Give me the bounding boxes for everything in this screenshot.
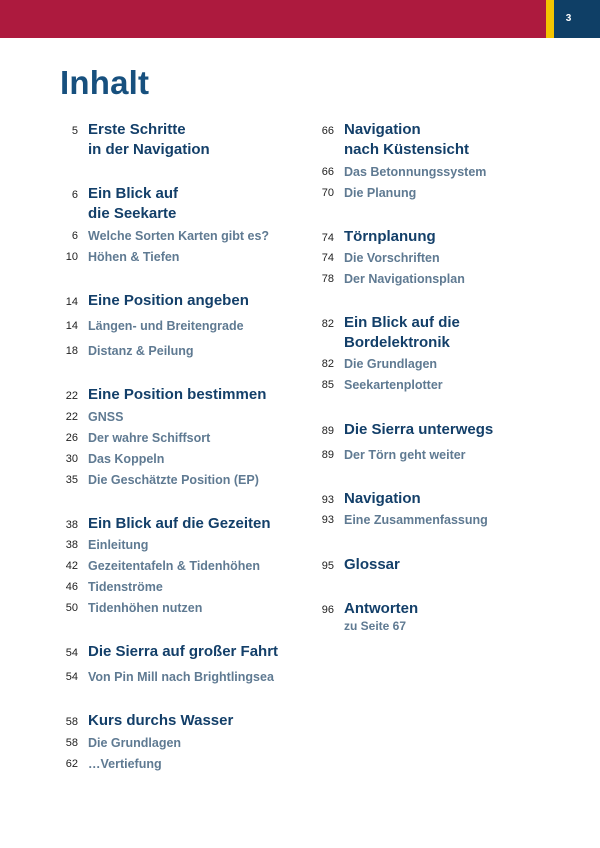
toc-chapter-title-line: Die Sierra unterwegs [344, 421, 494, 438]
toc-section [65, 669, 358, 685]
toc-section [321, 250, 600, 266]
toc-section [65, 756, 358, 772]
toc-chapter-title-line: Eine Position bestimmen [88, 386, 267, 403]
toc-chapter-title [344, 313, 600, 353]
toc-section-title: Die Vorschriften [344, 251, 440, 265]
toc-section [321, 512, 600, 528]
toc-section [65, 472, 358, 488]
toc-chapter-title-line: in der Navigation [88, 141, 210, 158]
toc-chapter [321, 120, 600, 160]
toc-section-title: Längen- und Breitengrade [88, 319, 244, 333]
toc-chapter-title-line: Ein Blick auf [88, 185, 179, 202]
toc-page-number: 70 [321, 187, 334, 199]
toc-chapter-title [344, 555, 600, 575]
toc-page-number: 78 [321, 273, 334, 285]
toc-page-number: 66 [321, 125, 334, 137]
toc-chapter [321, 489, 600, 509]
toc-section-title: Das Betonnungssystem [344, 165, 487, 179]
toc-chapter-title-line: Die Sierra auf großer Fahrt [88, 643, 279, 660]
toc-section-title: Welche Sorten Karten gibt es? [88, 229, 270, 243]
toc-page-number: 6 [71, 189, 78, 201]
toc-section-title: Die Grundlagen [88, 736, 182, 750]
toc-section [321, 377, 600, 393]
toc-section-title: Die Geschätzte Position (EP) [88, 473, 259, 487]
toc-page-number: 35 [65, 474, 78, 486]
toc-page-number: 26 [65, 432, 78, 444]
toc-page-number: 10 [65, 251, 78, 263]
toc-chapter-title-line: die Seekarte [88, 205, 177, 222]
toc-chapter-title [88, 291, 358, 311]
toc-section-title: Die Planung [344, 186, 417, 200]
toc-section [65, 537, 358, 553]
toc-chapter [321, 599, 600, 633]
toc-chapter [321, 420, 600, 440]
toc-page-number: 58 [65, 737, 78, 749]
toc-page-number: 38 [65, 539, 78, 551]
toc-chapter-title-line: Bordelektronik [344, 334, 450, 351]
toc-chapter-title-line: Törnplanung [344, 228, 436, 245]
toc-section-title: Eine Zusammenfassung [344, 513, 488, 527]
toc-chapter-title-line: Navigation [344, 490, 421, 507]
toc-page-number: 22 [65, 390, 78, 402]
toc-chapter-title-line: Erste Schritte [88, 121, 186, 138]
toc-page-number: 74 [321, 252, 334, 264]
toc-section-title: Distanz & Peilung [88, 344, 194, 358]
toc-section [321, 447, 600, 463]
toc-page-number: 6 [71, 230, 78, 242]
toc-chapter-title [344, 227, 600, 247]
toc-chapter [321, 313, 600, 353]
toc-section-title: Der wahre Schiffsort [88, 431, 211, 445]
toc-chapter-title-line: nach Küstensicht [344, 141, 470, 158]
toc-chapter [65, 291, 358, 311]
toc-chapter [65, 711, 358, 731]
toc-page-number: 95 [321, 560, 334, 572]
toc-page-number: 85 [321, 379, 334, 391]
toc-page-number: 74 [321, 232, 334, 244]
toc-section [65, 579, 358, 595]
page-number: 3 [565, 13, 572, 24]
toc-section-title: Einleitung [88, 538, 149, 552]
toc-chapter-title [344, 599, 600, 619]
toc-chapter-title [88, 642, 358, 662]
toc-section [321, 271, 600, 287]
toc-page-number: 38 [65, 519, 78, 531]
toc-section-title: Der Törn geht weiter [344, 448, 466, 462]
toc-page-number: 89 [321, 425, 334, 437]
toc-page-number: 14 [65, 320, 78, 332]
toc-section-title: Tidenströme [88, 580, 163, 594]
toc-section-title: Die Grundlagen [344, 357, 438, 371]
toc-page-number: 62 [65, 758, 78, 770]
toc-chapter-note: zu Seite 67 [344, 619, 407, 633]
toc-page-number: 22 [65, 411, 78, 423]
toc-section-title: …Vertiefung [88, 757, 162, 771]
toc-page-number: 93 [321, 494, 334, 506]
toc-section-title: Tidenhöhen nutzen [88, 601, 203, 615]
toc-chapter-title-line: Ein Blick auf die [344, 314, 460, 331]
toc-section [321, 164, 600, 180]
toc-section-title: Das Koppeln [88, 452, 165, 466]
toc-section [65, 343, 358, 359]
toc-section [65, 735, 358, 751]
toc-section [321, 185, 600, 201]
toc-page-number: 82 [321, 318, 334, 330]
toc-page-number: 54 [65, 671, 78, 683]
toc-chapter [65, 642, 358, 662]
toc-section [65, 409, 358, 425]
toc-chapter [321, 227, 600, 247]
toc-section-title: Der Navigationsplan [344, 272, 465, 286]
toc-page-number: 14 [65, 296, 78, 308]
toc-page-number: 54 [65, 647, 78, 659]
toc-chapter-title-line: Eine Position angeben [88, 292, 249, 309]
toc-page-number: 46 [65, 581, 78, 593]
toc-page-number: 82 [321, 358, 334, 370]
toc-page-number: 5 [71, 125, 78, 137]
toc-section [321, 356, 600, 372]
toc-chapter-title [344, 120, 600, 160]
toc-page-number: 18 [65, 345, 78, 357]
page-title: Inhalt [60, 64, 150, 101]
toc-chapter [321, 555, 600, 575]
toc-page-number: 42 [65, 560, 78, 572]
toc-chapter-title [344, 489, 600, 509]
toc-chapter-title-line: Antworten [344, 600, 419, 617]
toc-section-title: Seekartenplotter [344, 378, 443, 392]
toc-section-title: Höhen & Tiefen [88, 250, 180, 264]
toc-chapter-title [344, 420, 600, 440]
toc-page-number: 30 [65, 453, 78, 465]
toc-section-title: Gezeitentafeln & Tidenhöhen [88, 559, 261, 573]
toc-chapter-title-line: Ein Blick auf die Gezeiten [88, 515, 271, 532]
toc-section-title: GNSS [88, 410, 124, 424]
toc-page-number: 89 [321, 449, 334, 461]
toc-chapter-title-line: Kurs durchs Wasser [88, 712, 234, 729]
toc-chapter-title-line: Glossar [344, 556, 400, 573]
toc-chapter-title [88, 711, 358, 731]
toc-chapter-title-line: Navigation [344, 121, 421, 138]
toc-page-number: 58 [65, 716, 78, 728]
toc-page-number: 96 [321, 604, 334, 616]
header-bar [0, 0, 600, 38]
toc-section-title: Von Pin Mill nach Brightlingsea [88, 670, 274, 684]
header-accent-stripe [546, 0, 554, 38]
toc-page-number: 66 [321, 166, 334, 178]
toc-page-number: 50 [65, 602, 78, 614]
toc-page-number: 93 [321, 514, 334, 526]
